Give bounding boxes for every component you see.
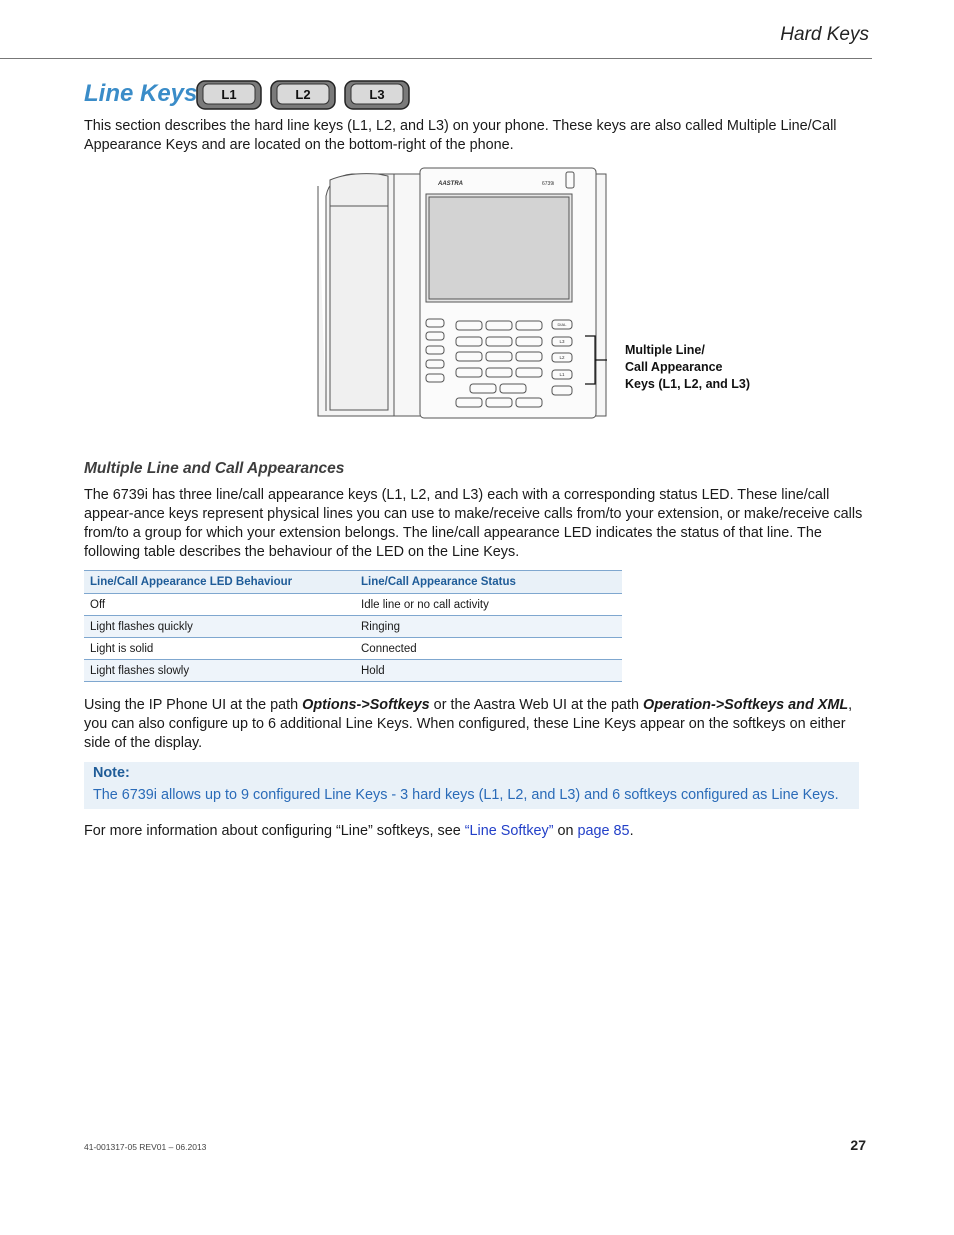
- table-cell: Light is solid: [84, 638, 355, 660]
- table-row: [84, 616, 622, 638]
- para3-text-3: .: [629, 823, 634, 839]
- led-behaviour-table: [84, 570, 622, 682]
- callout-line-1: Multiple Line/: [625, 343, 705, 357]
- para2-text-1: Using the IP Phone UI at the path: [84, 697, 303, 713]
- table-cell: Idle line or no call activity: [355, 594, 622, 616]
- page-title: Line Keys: [84, 80, 198, 107]
- table-cell: Connected: [355, 638, 622, 660]
- phone-key-l3: L3: [559, 339, 565, 344]
- table-cell: Light flashes slowly: [84, 660, 355, 682]
- note-label: Note:: [93, 765, 130, 781]
- paragraph-led: The 6739i has three line/call appearance keys (L1, L2, and L3) each with a corresponding status LED. These line/call appear-ance keys represent physical lines you can use to make/receive calls from/to your extension, or make/receive calls from/to a group for which your extension belongs. The line/call appearance LED indicates the status of that line. The following table describes the behaviour of the LED on the Line Keys.: [84, 487, 863, 560]
- l1-key-icon: [196, 80, 262, 110]
- para3-text-1: For more information about configuring “Line” softkeys, see: [84, 823, 465, 839]
- callout-line-3: Keys (L1, L2, and L3): [625, 377, 751, 391]
- page-85-link[interactable]: page 85: [577, 823, 630, 839]
- para2-text-3: , you can also configure up to 6 additional Line Keys. When configured, these Line Keys appear on the softkeys on either side of the display.: [84, 697, 853, 751]
- phone-model: 6739i: [542, 181, 555, 187]
- line-softkey-link[interactable]: “Line Softkey”: [464, 823, 554, 839]
- paragraph-softkeys: [84, 696, 870, 753]
- table-header-row: [84, 571, 622, 594]
- phone-key-l2: L2: [559, 355, 565, 360]
- para2-text-2: or the Aastra Web UI at the path: [429, 697, 644, 713]
- keycap-l2-label: L2: [295, 87, 311, 102]
- note-text: The 6739i allows up to 9 configured Line Keys - 3 hard keys (L1, L2, and L3) and 6 softkeys configured as Line Keys.: [93, 787, 839, 803]
- phone-key-l1: L1: [559, 372, 565, 377]
- intro-paragraph: This section describes the hard line keys (L1, L2, and L3) on your phone. These keys are also called Multiple Line/Call Appearance Keys and are located on the bottom-right of the phone.: [84, 118, 837, 153]
- path-options-softkeys: Options->Softkeys: [302, 697, 430, 713]
- keycap-l1-label: L1: [221, 87, 237, 102]
- para3-text-2: on: [553, 823, 578, 839]
- phone-key-dial: DIAL: [557, 322, 567, 327]
- table-header-behaviour: Line/Call Appearance LED Behaviour: [84, 571, 355, 594]
- table-row: [84, 638, 622, 660]
- phone-illustration: [308, 166, 608, 428]
- page-number: 27: [850, 1137, 866, 1153]
- table-cell: Light flashes quickly: [84, 616, 355, 638]
- section-title: Hard Keys: [780, 24, 869, 45]
- callout-bracket: [585, 334, 607, 388]
- footer-doc-id: 41-001317-05 REV01 – 06.2013: [84, 1142, 207, 1152]
- header-rule: [0, 58, 872, 59]
- keycap-l3-label: L3: [369, 87, 385, 102]
- note-box: [84, 762, 859, 809]
- table-header-status: Line/Call Appearance Status: [355, 571, 622, 594]
- figure-callout: [625, 342, 750, 393]
- subheading: Multiple Line and Call Appearances: [84, 460, 345, 477]
- phone-brand: AASTRA: [438, 181, 463, 187]
- l3-key-icon: [344, 80, 410, 110]
- paragraph-more-info: [84, 822, 870, 841]
- callout-line-2: Call Appearance: [625, 360, 723, 374]
- table-row: [84, 594, 622, 616]
- l2-key-icon: [270, 80, 336, 110]
- path-operation-softkeys: Operation->Softkeys and XML: [643, 697, 849, 713]
- table-cell: Off: [84, 594, 355, 616]
- table-cell: Ringing: [355, 616, 622, 638]
- table-cell: Hold: [355, 660, 622, 682]
- table-row: [84, 660, 622, 682]
